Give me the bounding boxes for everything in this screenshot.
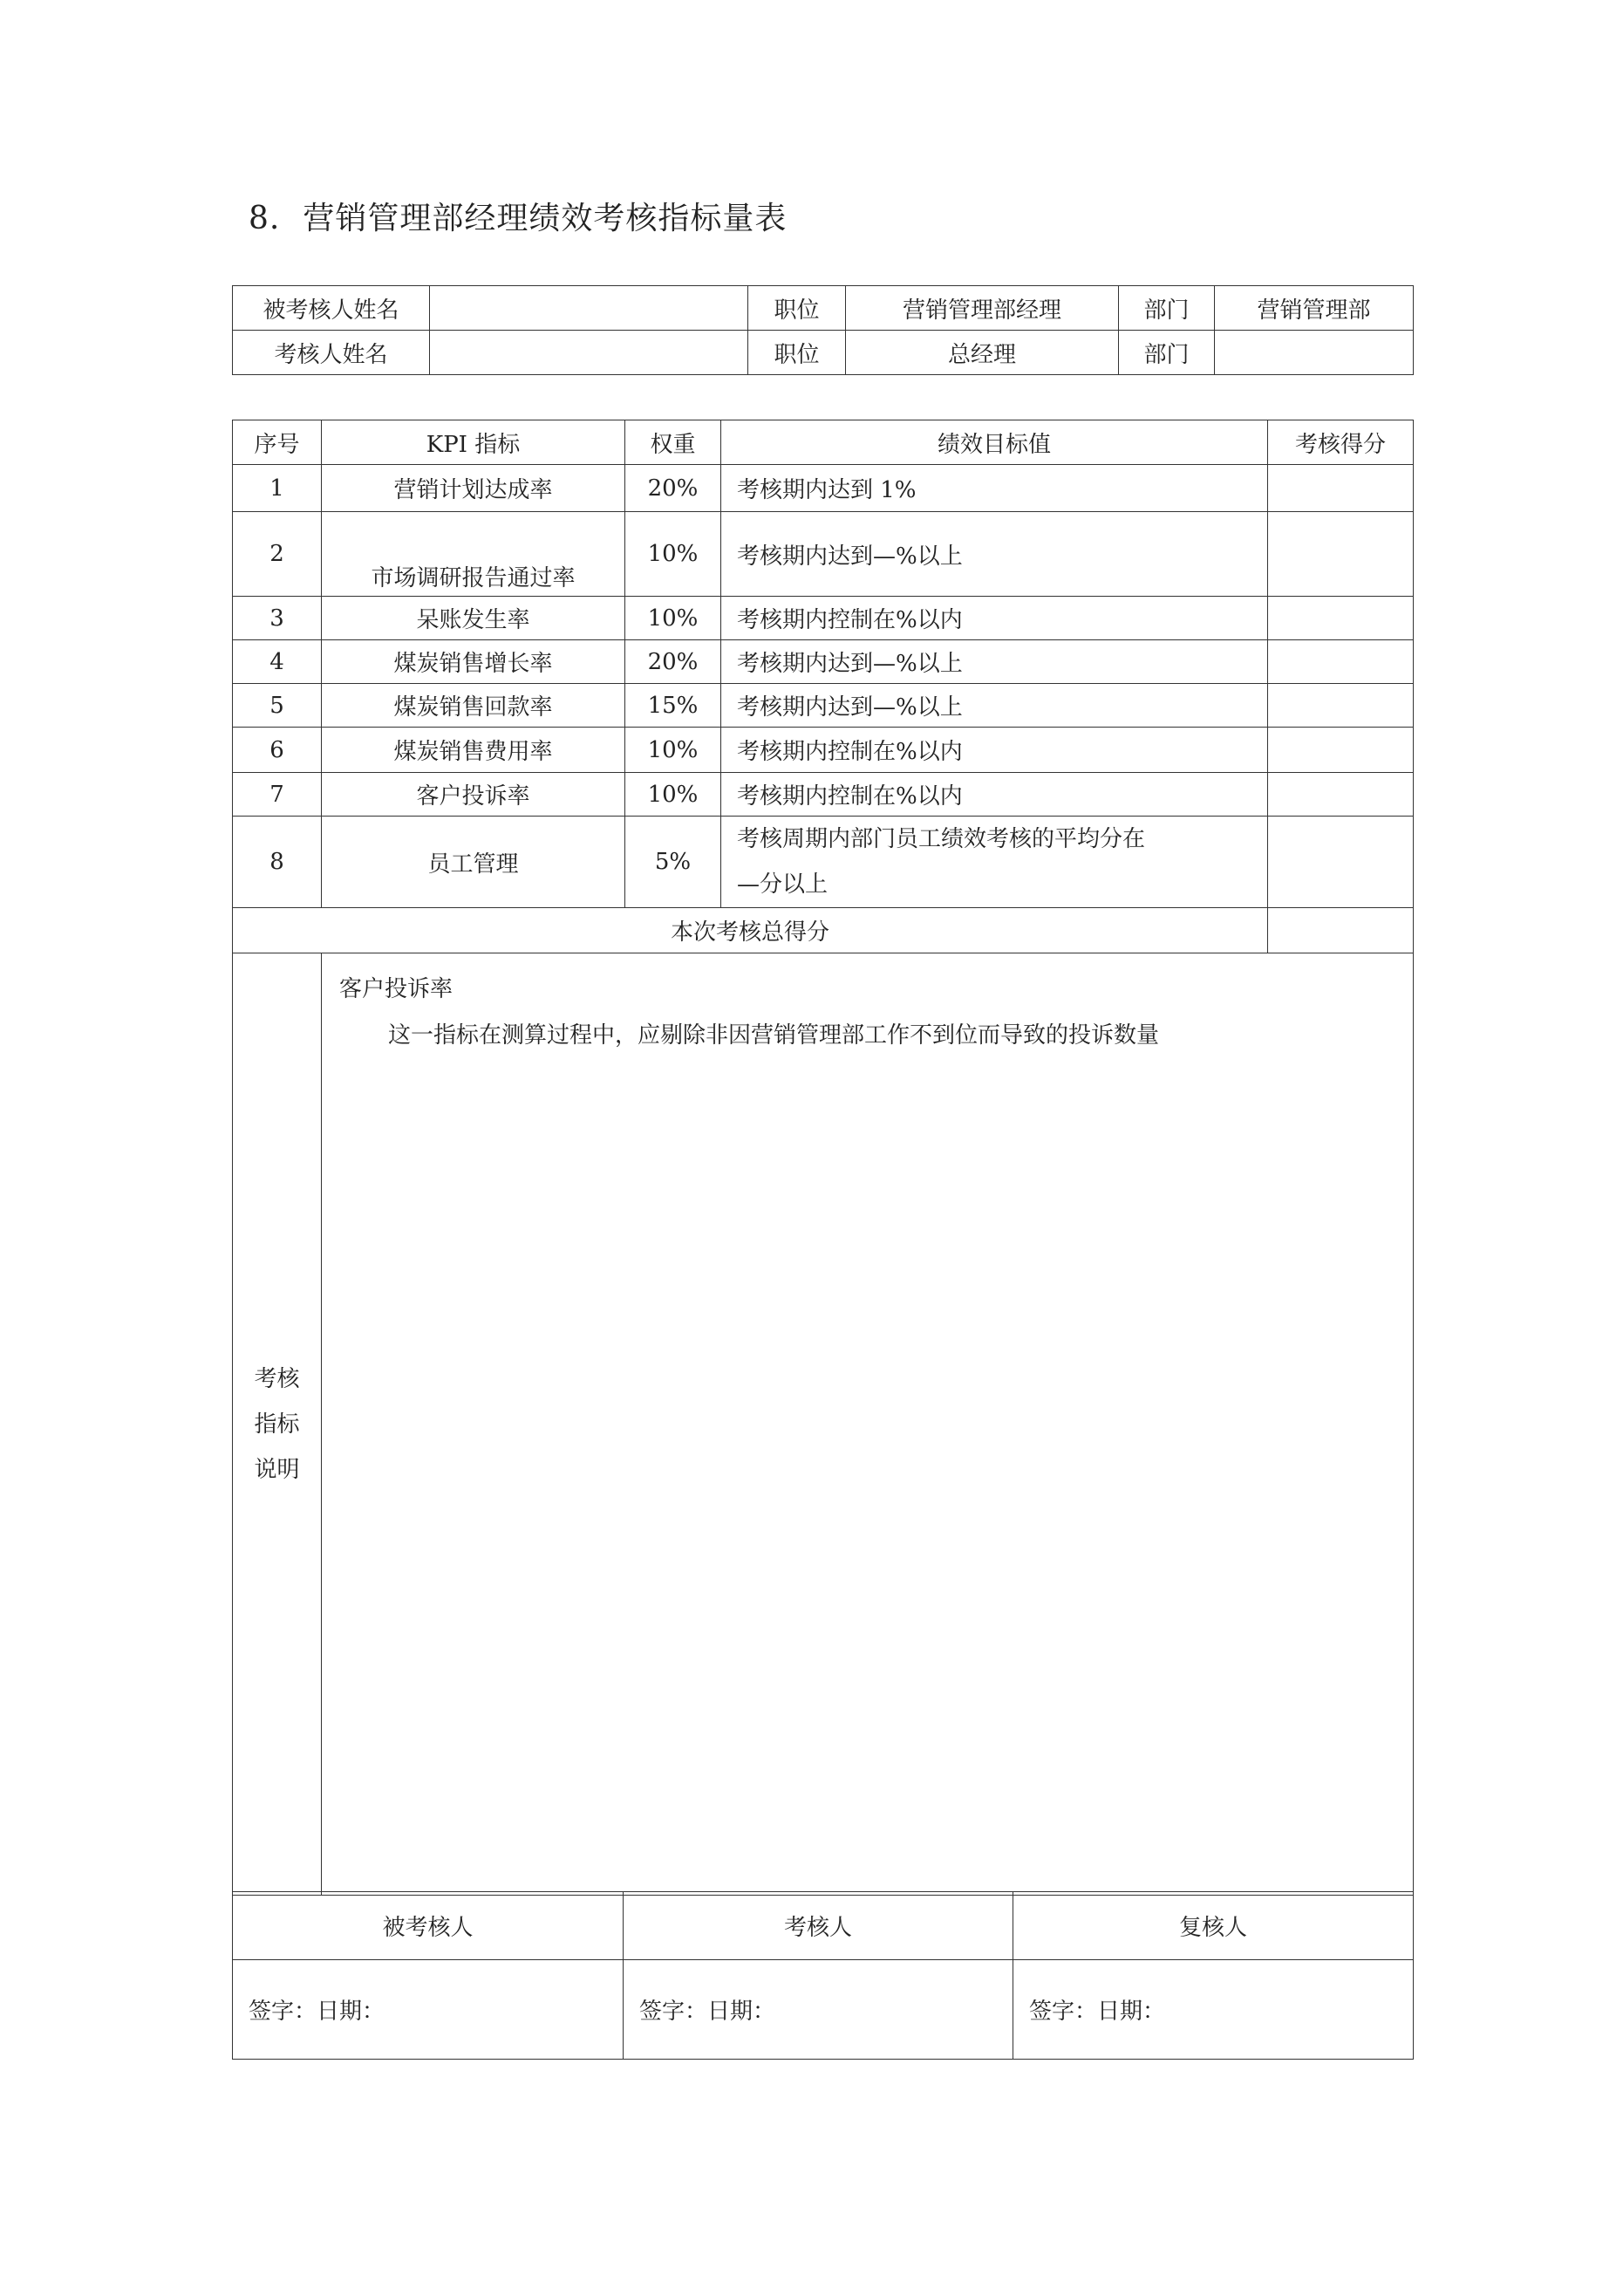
row-weight: 20% — [625, 640, 721, 684]
row-score-field[interactable] — [1268, 465, 1414, 512]
row-score-field[interactable] — [1268, 597, 1414, 640]
row-kpi: 员工管理 — [322, 817, 625, 908]
row-kpi: 呆账发生率 — [322, 597, 625, 640]
row-no: 3 — [233, 597, 322, 640]
row-no: 8 — [233, 817, 322, 908]
row-no: 2 — [233, 512, 322, 597]
row-weight: 10% — [625, 773, 721, 817]
signature-table — [232, 1891, 1414, 2060]
row-weight: 20% — [625, 465, 721, 512]
row-target: 考核期内达到—%以上 — [721, 684, 1268, 728]
header-score: 考核得分 — [1268, 420, 1414, 465]
signature-role-row — [233, 1892, 1414, 1960]
row-weight: 10% — [625, 728, 721, 773]
row-target: 考核期内达到 1% — [721, 465, 1268, 512]
row-no: 6 — [233, 728, 322, 773]
header-no: 序号 — [233, 420, 322, 465]
kpi-row — [233, 465, 1414, 512]
row-score-field[interactable] — [1268, 817, 1414, 908]
info-table — [232, 285, 1414, 375]
row-kpi: 营销计划达成率 — [322, 465, 625, 512]
row-no: 1 — [233, 465, 322, 512]
examiner-name-label: 考核人姓名 — [233, 331, 430, 375]
kpi-row — [233, 512, 1414, 597]
note-row — [233, 953, 1414, 1896]
row-kpi: 市场调研报告通过率 — [322, 512, 625, 597]
kpi-row — [233, 817, 1414, 908]
row-weight: 10% — [625, 597, 721, 640]
row-no: 5 — [233, 684, 322, 728]
note-label-line: 考核 — [254, 1365, 300, 1392]
kpi-row — [233, 773, 1414, 817]
examinee-position-value: 营销管理部经理 — [846, 286, 1119, 331]
kpi-row — [233, 640, 1414, 684]
info-row-examinee — [233, 286, 1414, 331]
row-target-line2: —分以上 — [737, 871, 829, 898]
row-score-field[interactable] — [1268, 728, 1414, 773]
row-target: 考核期内控制在%以内 — [721, 597, 1268, 640]
row-weight: 15% — [625, 684, 721, 728]
kpi-row — [233, 597, 1414, 640]
note-text: 这一指标在测算过程中，应剔除非因营销管理部工作不到位而导致的投诉数量 — [388, 1022, 1160, 1049]
row-score-field[interactable] — [1268, 640, 1414, 684]
examiner-dept-label: 部门 — [1119, 331, 1215, 375]
row-target — [721, 817, 1268, 908]
row-score-field[interactable] — [1268, 512, 1414, 597]
examinee-dept-value: 营销管理部 — [1215, 286, 1414, 331]
page-title — [249, 194, 787, 238]
row-score-field[interactable] — [1268, 684, 1414, 728]
role-reviewer: 复核人 — [1013, 1892, 1414, 1960]
row-target: 考核期内控制在%以内 — [721, 728, 1268, 773]
examiner-dept-field[interactable] — [1215, 331, 1414, 375]
examiner-position-value: 总经理 — [846, 331, 1119, 375]
note-label — [233, 953, 322, 1896]
row-target-line1: 考核周期内部门员工绩效考核的平均分在 — [737, 826, 1146, 852]
header-weight: 权重 — [625, 420, 721, 465]
row-kpi: 客户投诉率 — [322, 773, 625, 817]
examiner-name-field[interactable] — [430, 331, 748, 375]
kpi-row — [233, 728, 1414, 773]
header-target: 绩效目标值 — [721, 420, 1268, 465]
note-heading: 客户投诉率 — [339, 976, 453, 1002]
row-kpi: 煤炭销售费用率 — [322, 728, 625, 773]
note-content — [322, 953, 1414, 1896]
kpi-table — [232, 420, 1414, 1896]
kpi-row — [233, 684, 1414, 728]
role-examiner: 考核人 — [624, 1892, 1013, 1960]
examinee-name-label: 被考核人姓名 — [233, 286, 430, 331]
title-number: 8. — [249, 201, 281, 236]
examinee-position-label: 职位 — [748, 286, 846, 331]
total-label: 本次考核总得分 — [233, 908, 1268, 953]
title-text: 营销管理部经理绩效考核指标量表 — [303, 201, 788, 236]
examiner-position-label: 职位 — [748, 331, 846, 375]
examinee-dept-label: 部门 — [1119, 286, 1215, 331]
row-no: 4 — [233, 640, 322, 684]
row-target: 考核期内达到—%以上 — [721, 512, 1268, 597]
row-weight: 10% — [625, 512, 721, 597]
row-target: 考核期内控制在%以内 — [721, 773, 1268, 817]
total-row — [233, 908, 1414, 953]
note-label-line: 指标 — [254, 1411, 300, 1438]
role-examinee: 被考核人 — [233, 1892, 624, 1960]
info-row-examiner — [233, 331, 1414, 375]
sign-date-field[interactable]: 签字：日期： — [624, 1960, 1013, 2060]
signature-sign-row — [233, 1960, 1414, 2060]
row-target: 考核期内达到—%以上 — [721, 640, 1268, 684]
examinee-name-field[interactable] — [430, 286, 748, 331]
total-score-field[interactable] — [1268, 908, 1414, 953]
row-no: 7 — [233, 773, 322, 817]
sign-date-field[interactable]: 签字：日期： — [233, 1960, 624, 2060]
sign-date-field[interactable]: 签字：日期： — [1013, 1960, 1414, 2060]
note-label-line: 说明 — [254, 1456, 300, 1483]
row-score-field[interactable] — [1268, 773, 1414, 817]
header-kpi: KPI 指标 — [322, 420, 625, 465]
kpi-header-row — [233, 420, 1414, 465]
row-kpi: 煤炭销售增长率 — [322, 640, 625, 684]
row-kpi: 煤炭销售回款率 — [322, 684, 625, 728]
row-weight: 5% — [625, 817, 721, 908]
